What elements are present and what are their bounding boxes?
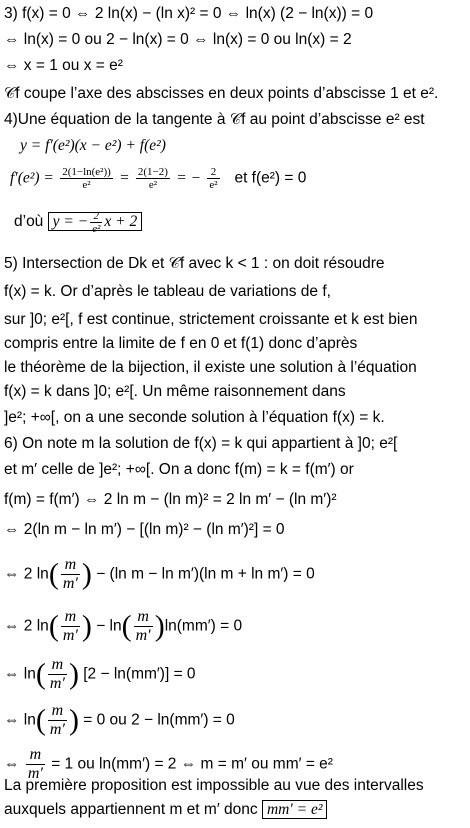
text: f(x) = k. Or d’après le tableau de variations de f, [4, 283, 331, 300]
text: f′(e²) = [10, 169, 54, 187]
text: y = − [52, 213, 89, 231]
fraction [207, 166, 219, 191]
text: ln(mm′) = 0 [164, 617, 243, 635]
denominator: m′ [135, 627, 151, 644]
text: ⇔ x = 1 ou x = e² [4, 57, 123, 74]
text: ⇔ 2 ln [4, 617, 49, 635]
text: La première proposition est impossible au vue des intervalles [4, 777, 424, 794]
line-1 [4, 4, 373, 24]
text: [2 − ln(mm′)] = 0 [83, 665, 196, 683]
text: f(m) = f(m′) ⇔ 2 ln m − (ln m)² = 2 ln m′ − (ln m′)² [4, 491, 337, 508]
text: ]e²; +∞[, on a une seconde solution à l’équation f(x) = k. [4, 409, 385, 426]
boxed-result: mm′ = e² [262, 800, 328, 819]
line-16 [4, 434, 397, 454]
numerator: 2 [207, 166, 219, 179]
numerator: 2 [90, 210, 102, 223]
numerator: m [61, 608, 80, 627]
line-20: ⇔ 2 ln( $\frac{m}{m'}$ ) − (ln m − ln m′)(ln m + ln m′) = 0 [4, 556, 315, 592]
text: = 0 ou 2 − ln(mm′) = 0 [83, 711, 235, 729]
fraction [134, 608, 153, 645]
line-13 [4, 358, 417, 378]
line-5 [4, 110, 425, 130]
line-23: ⇔ ln( $\frac{m}{m'}$ ) = 0 ou 2 − ln(mm′) = 0 [4, 702, 235, 738]
fraction [48, 656, 67, 693]
denominator: m′ [62, 627, 78, 644]
line-4 [4, 84, 438, 104]
numerator: m [26, 746, 45, 765]
line-14 [4, 382, 346, 402]
line-3 [4, 56, 123, 76]
fraction [136, 166, 170, 191]
line-9 [4, 254, 384, 274]
line-21: ⇔ 2 ln( $\frac{m}{m'}$ ) − ln( $\frac{m}{m'}$ )ln(mm′) = 0 [4, 608, 243, 644]
fraction [48, 702, 67, 739]
denominator: e² [92, 223, 101, 235]
numerator: m [61, 556, 80, 575]
denominator: e² [148, 179, 157, 191]
numerator: m [48, 656, 67, 675]
line-25 [4, 776, 424, 796]
text: ⇔ [4, 755, 20, 773]
numerator: m [134, 608, 153, 627]
fraction [60, 166, 113, 191]
line-12 [4, 334, 357, 354]
line-18 [4, 490, 337, 510]
numerator: 2(1−ln(e²)) [62, 166, 111, 178]
text: y = f′(e²)(x − e²) + f(e²) [20, 137, 166, 154]
line-22: ⇔ ln( $\frac{m}{m'}$ ) [2 − ln(mm′)] = 0 [4, 656, 196, 692]
boxed-result [48, 210, 143, 235]
line-8 [14, 210, 142, 235]
text: et f(e²) = 0 [234, 169, 307, 187]
line-26 [4, 800, 327, 820]
line-2 [4, 30, 352, 50]
text: ⇔ ln(x) = 0 ou 2 − ln(x) = 0 ⇔ ln(x) = 0 ou ln(x) = 2 [4, 31, 352, 48]
text: compris entre la limite de f en 0 et f(1) donc d’après [4, 335, 358, 352]
text: d’où [14, 213, 44, 231]
fraction [90, 210, 102, 235]
text: 3) f(x) = 0 ⇔ 2 ln(x) − (ln x)² = 0 ⇔ ln(x) (2 − ln(x)) = 0 [4, 5, 374, 22]
text: 𝒞f coupe l’axe des abscisses en deux points d’abscisse 1 et e². [4, 85, 439, 102]
text: − ln [96, 617, 122, 635]
fraction [61, 608, 80, 645]
denominator: m′ [27, 765, 43, 782]
line-19 [4, 520, 285, 540]
text: sur ]0; e²[, f est continue, strictement croissante et k est bien [4, 311, 418, 328]
line-10 [4, 282, 331, 302]
text: ⇔ 2(ln m − ln m′) − [(ln m)² − (ln m′)²] = 0 [4, 521, 285, 538]
numerator: 2(1−2) [137, 166, 168, 178]
text: x + 2 [104, 213, 138, 231]
text: ⇔ 2 ln [4, 565, 49, 583]
line-6 [20, 136, 166, 156]
text: 4)Une équation de la tangente à 𝒞f au point d’abscisse e² est [4, 111, 425, 128]
text: le théorème de la bijection, il existe une solution à l’équation [4, 359, 417, 376]
text: ⇔ ln [4, 665, 36, 683]
text: − (ln m − ln m′)(ln m + ln m′) = 0 [96, 565, 315, 583]
text: auxquels appartiennent m et m′ donc [4, 801, 258, 818]
denominator: m′ [62, 575, 78, 592]
denominator: m′ [49, 675, 65, 692]
text: f(x) = k dans ]0; e²[. Un même raisonnement dans [4, 383, 346, 400]
fraction [61, 556, 80, 593]
line-7: f′(e²) = $\frac{\text{2(1−ln(e²))}}{\text{e²}}$ = $\frac{2(1-2)}{\text{e²}}$ = − $\frac{2}{\text{e²}}$ et f(e²) = 0 [10, 166, 307, 191]
text: et m′ celle de ]e²; +∞[. On a donc f(m) = k = f(m′) or [4, 461, 354, 478]
denominator: e² [82, 179, 91, 191]
line-17 [4, 460, 354, 480]
numerator: m [48, 702, 67, 721]
denominator: m′ [49, 721, 65, 738]
text: 6) On note m la solution de f(x) = k qui appartient à ]0; e²[ [4, 435, 398, 452]
denominator: e² [209, 179, 218, 191]
text: ⇔ ln [4, 711, 36, 729]
line-15 [4, 408, 385, 428]
text: = 1 ou ln(mm′) = 2 ⇔ m = m′ ou mm′ = e² [51, 755, 333, 773]
text: 5) Intersection de Dk et 𝒞f avec k < 1 : on doit résoudre [4, 255, 385, 272]
line-11 [4, 310, 418, 330]
